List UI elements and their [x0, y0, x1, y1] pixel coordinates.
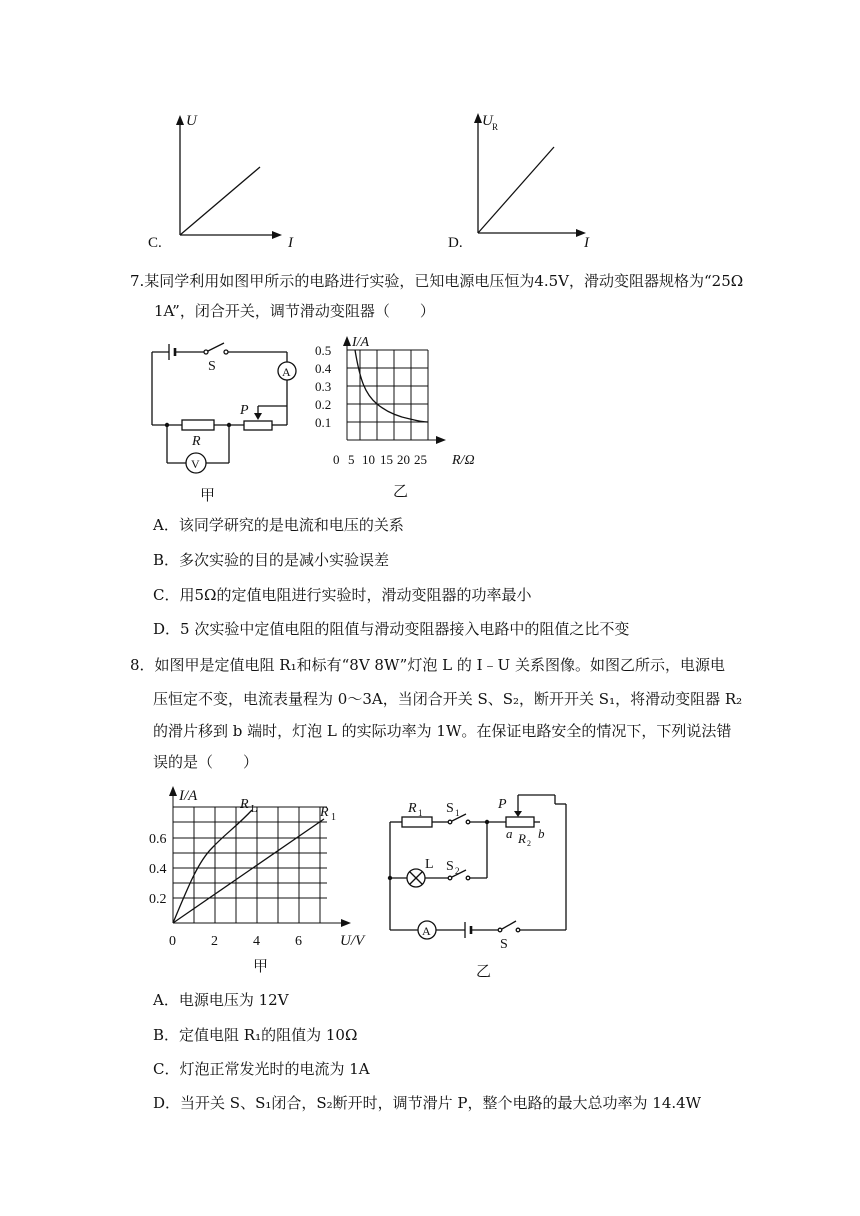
- q8-y-tick: 0.4: [149, 862, 167, 877]
- q7-x-tick: 5: [348, 452, 355, 467]
- q7-y-tick: 0.2: [315, 397, 332, 412]
- q8-stem-line2: 压恒定不变，电流表量程为 0～3A，当闭合开关 S、S₂，断开开关 S₁，将滑动变阻器 R₂: [153, 690, 743, 708]
- q8-x-tick: 0: [169, 934, 176, 949]
- q8-x-tick: 2: [211, 934, 218, 949]
- q7-option-d[interactable]: D．5 次实验中定值电阻的阻值与滑动变阻器接入电路中的阻值之比不变: [153, 620, 630, 638]
- q8-option-c[interactable]: C．灯泡正常发光时的电流为 1A: [153, 1060, 370, 1078]
- q8-stem-line1: 8．如图甲是定值电阻 R₁和标有“8V 8W”灯泡 L 的 I﹣U 关系图像。如图乙所示，电源电: [130, 656, 725, 674]
- q7-x-tick: 10: [362, 452, 375, 467]
- q7-x-tick: 15: [380, 452, 393, 467]
- q7-x-tick: 25: [414, 452, 427, 467]
- q7-graph-caption: 乙: [393, 484, 409, 500]
- q8-option-a[interactable]: A．电源电压为 12V: [153, 991, 289, 1009]
- q7-y-tick: 0.3: [315, 379, 332, 394]
- q8-y-axis-label: I/A: [179, 788, 198, 804]
- q7-option-b[interactable]: B．多次实验的目的是减小实验误差: [153, 551, 390, 569]
- r1-sub: 1: [418, 808, 423, 818]
- ammeter-label: A: [422, 924, 431, 938]
- r2-end-b: b: [538, 826, 545, 841]
- ammeter-label: A: [282, 365, 291, 379]
- s2-label: S: [446, 859, 454, 874]
- r2-sub: 2: [527, 839, 531, 848]
- r1-label: R: [408, 801, 417, 816]
- q8-option-d[interactable]: D．当开关 S、S₁闭合，S₂断开时，调节滑片 P，整个电路的最大总功率为 14.4W: [153, 1094, 702, 1112]
- resistor-icon: [182, 420, 214, 430]
- graph-c-y-label: U: [186, 113, 197, 129]
- q8-resistor-line-sub: 1: [331, 812, 336, 823]
- q7-x-axis-label: R/Ω: [452, 453, 475, 468]
- q7-circuit: [140, 338, 310, 508]
- graph-d-x-label: I: [584, 235, 589, 251]
- option-d-label: D.: [448, 235, 463, 251]
- q8-lamp-curve: [173, 810, 252, 923]
- q8-lamp-curve-sub: L: [251, 804, 258, 815]
- q8-y-tick: 0.2: [149, 892, 167, 907]
- q6-graph-c: [140, 105, 320, 255]
- graph-c-x-label: I: [288, 235, 293, 251]
- q8-y-tick: 0.6: [149, 832, 167, 847]
- switch-icon: [498, 928, 502, 932]
- graph-d-y-sub: R: [492, 122, 499, 132]
- slider-label: P: [498, 797, 507, 812]
- q8-x-axis-label: U/V: [340, 933, 365, 949]
- q7-y-tick: 0.5: [315, 343, 332, 358]
- q7-graph-grid: [347, 340, 440, 440]
- s1-switch-icon: [448, 820, 452, 824]
- q7-y-tick: 0.4: [315, 361, 332, 376]
- q8-x-tick: 6: [295, 934, 302, 949]
- q7-x-tick: 0: [333, 452, 340, 467]
- q7-option-c[interactable]: C．用5Ω的定值电阻进行实验时，滑动变阻器的功率最小: [153, 586, 532, 604]
- q7-graph: [300, 332, 500, 512]
- q8-stem-line3: 的滑片移到 b 端时，灯泡 L 的实际功率为 1W。在保证电路安全的情况下，下列说法错: [153, 722, 732, 740]
- q6-graph-d: [440, 105, 620, 255]
- q7-circuit-caption: 甲: [200, 488, 216, 504]
- rheostat-icon: [244, 421, 272, 430]
- q8-stem-line4: 误的是（ ）: [153, 753, 259, 771]
- switch-icon: [204, 350, 208, 354]
- switch-label: S: [208, 359, 216, 374]
- q8-x-tick: 4: [253, 934, 260, 949]
- lamp-label: L: [425, 857, 434, 872]
- s2-switch-icon: [448, 876, 452, 880]
- voltmeter-label: V: [191, 457, 200, 471]
- resistor-label: R: [192, 434, 201, 449]
- s2-sub: 2: [455, 866, 460, 876]
- q8-graph: [140, 782, 380, 982]
- switch-label: S: [500, 937, 508, 952]
- graph-d-y-label: U: [482, 113, 493, 129]
- q7-option-a[interactable]: A．该同学研究的是电流和电压的关系: [153, 516, 404, 534]
- q8-graph-caption: 甲: [253, 959, 269, 975]
- q7-x-tick: 20: [397, 452, 410, 467]
- r2-label: R: [518, 831, 526, 846]
- q7-y-axis-label: I/A: [352, 335, 370, 350]
- q8-x-ticks: [169, 934, 302, 949]
- q8-circuit: [380, 790, 590, 980]
- q7-x-ticks: [333, 452, 427, 467]
- q7-y-tick: 0.1: [315, 415, 332, 430]
- s1-sub: 1: [455, 808, 460, 818]
- q8-y-ticks: [149, 832, 167, 907]
- s1-label: S: [446, 801, 454, 816]
- r1-icon: [402, 817, 432, 827]
- option-c-label: C.: [148, 235, 162, 251]
- q8-circuit-caption: 乙: [476, 964, 492, 980]
- q7-stem-line2: 1A”，闭合开关，调节滑动变阻器（ ）: [154, 302, 435, 320]
- q7-y-ticks: [315, 343, 332, 430]
- r2-end-a: a: [506, 826, 513, 841]
- slider-label: P: [240, 403, 249, 418]
- q7-stem-line1: 7.某同学利用如图甲所示的电路进行实验，已知电源电压恒为4.5V，滑动变阻器规格为“25Ω: [130, 272, 744, 290]
- q8-option-b[interactable]: B．定值电阻 R₁的阻值为 10Ω: [153, 1026, 358, 1044]
- q8-lamp-curve-label: R: [240, 797, 249, 812]
- q8-resistor-line-label: R: [320, 805, 329, 820]
